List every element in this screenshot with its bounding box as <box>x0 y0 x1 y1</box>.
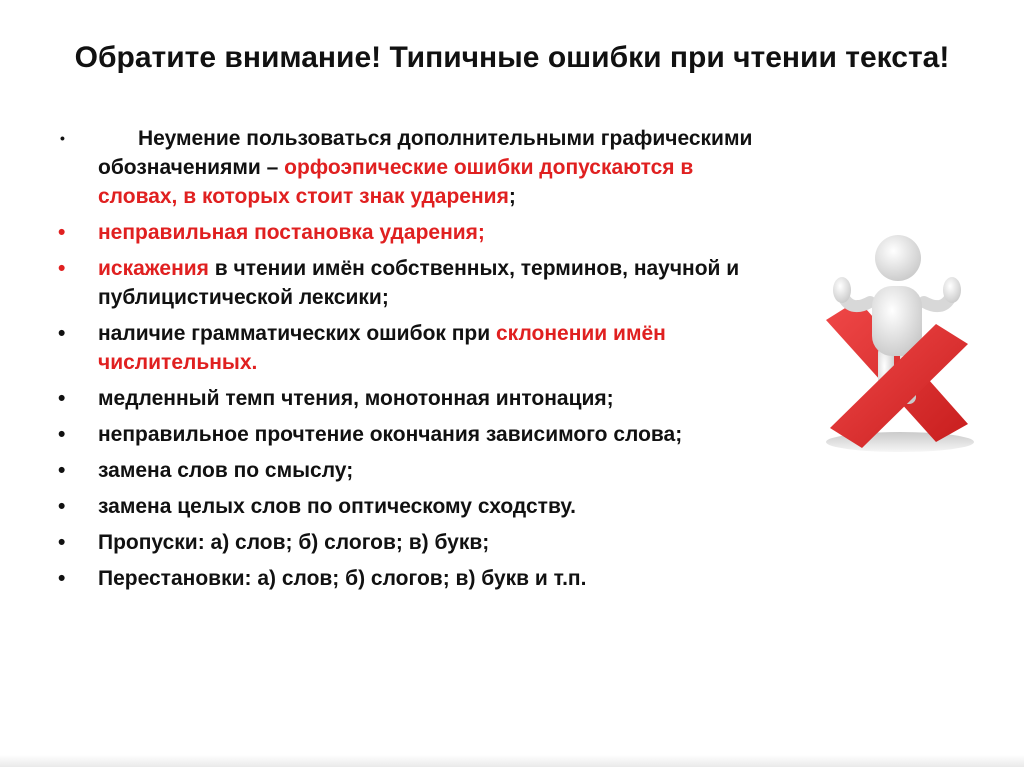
list-item <box>58 319 758 377</box>
list-item-text: замена целых слов по оптическому сходству. <box>98 495 577 518</box>
list-item-text: Неумение пользоваться дополнительными графическими обозначениями – <box>98 127 753 179</box>
bullet-dot-icon: • <box>58 459 66 482</box>
list-item-text: ; <box>508 185 516 208</box>
bullet-list <box>58 124 758 600</box>
list-item-text: в чтении имён собственных, терминов, научной и публицистической лексики; <box>98 257 740 309</box>
list-item <box>58 456 758 485</box>
list-item <box>58 384 758 413</box>
list-item-text: замена слов по смыслу; <box>98 459 354 482</box>
bullet-dot-icon: • <box>58 531 66 554</box>
bullet-dot-icon: • <box>58 257 66 280</box>
list-item <box>58 492 758 521</box>
list-item-text: медленный темп чтения, монотонная интонация; <box>98 387 614 410</box>
list-item-highlight: неправильная постановка ударения; <box>98 221 485 244</box>
list-item-text: неправильное прочтение окончания зависимого слова; <box>98 423 683 446</box>
bullet-dot-icon: • <box>58 423 66 446</box>
slide-title: Обратите внимание! Типичные ошибки при чтении текста! <box>74 41 950 74</box>
bullet-dot-icon: • <box>60 130 65 146</box>
list-item <box>58 564 758 593</box>
bullet-dot-icon: • <box>58 322 66 345</box>
bullet-dot-icon: • <box>58 221 66 244</box>
bullet-dot-icon: • <box>58 567 66 590</box>
person-with-red-x-icon <box>818 228 978 458</box>
list-item-text: Пропуски: а) слов; б) слогов; в) букв; <box>98 531 490 554</box>
bullet-dot-icon: • <box>58 495 66 518</box>
bullet-dot-icon: • <box>58 387 66 410</box>
list-item-text: Перестановки: а) слов; б) слогов; в) букв и т.п. <box>98 567 587 590</box>
slide-bottom-edge <box>0 755 1024 767</box>
list-item <box>58 254 758 312</box>
list-item-highlight: орфоэпические ошибки допускаются в словах, в которых стоит знак ударения <box>98 156 694 208</box>
list-item <box>58 218 758 247</box>
list-item-highlight: искажения <box>98 257 209 280</box>
list-item <box>58 124 758 211</box>
list-item <box>58 420 758 449</box>
list-item-highlight: склонении имён числительных. <box>98 322 666 374</box>
list-item <box>58 528 758 557</box>
list-item-text: наличие грамматических ошибок при <box>98 322 496 345</box>
